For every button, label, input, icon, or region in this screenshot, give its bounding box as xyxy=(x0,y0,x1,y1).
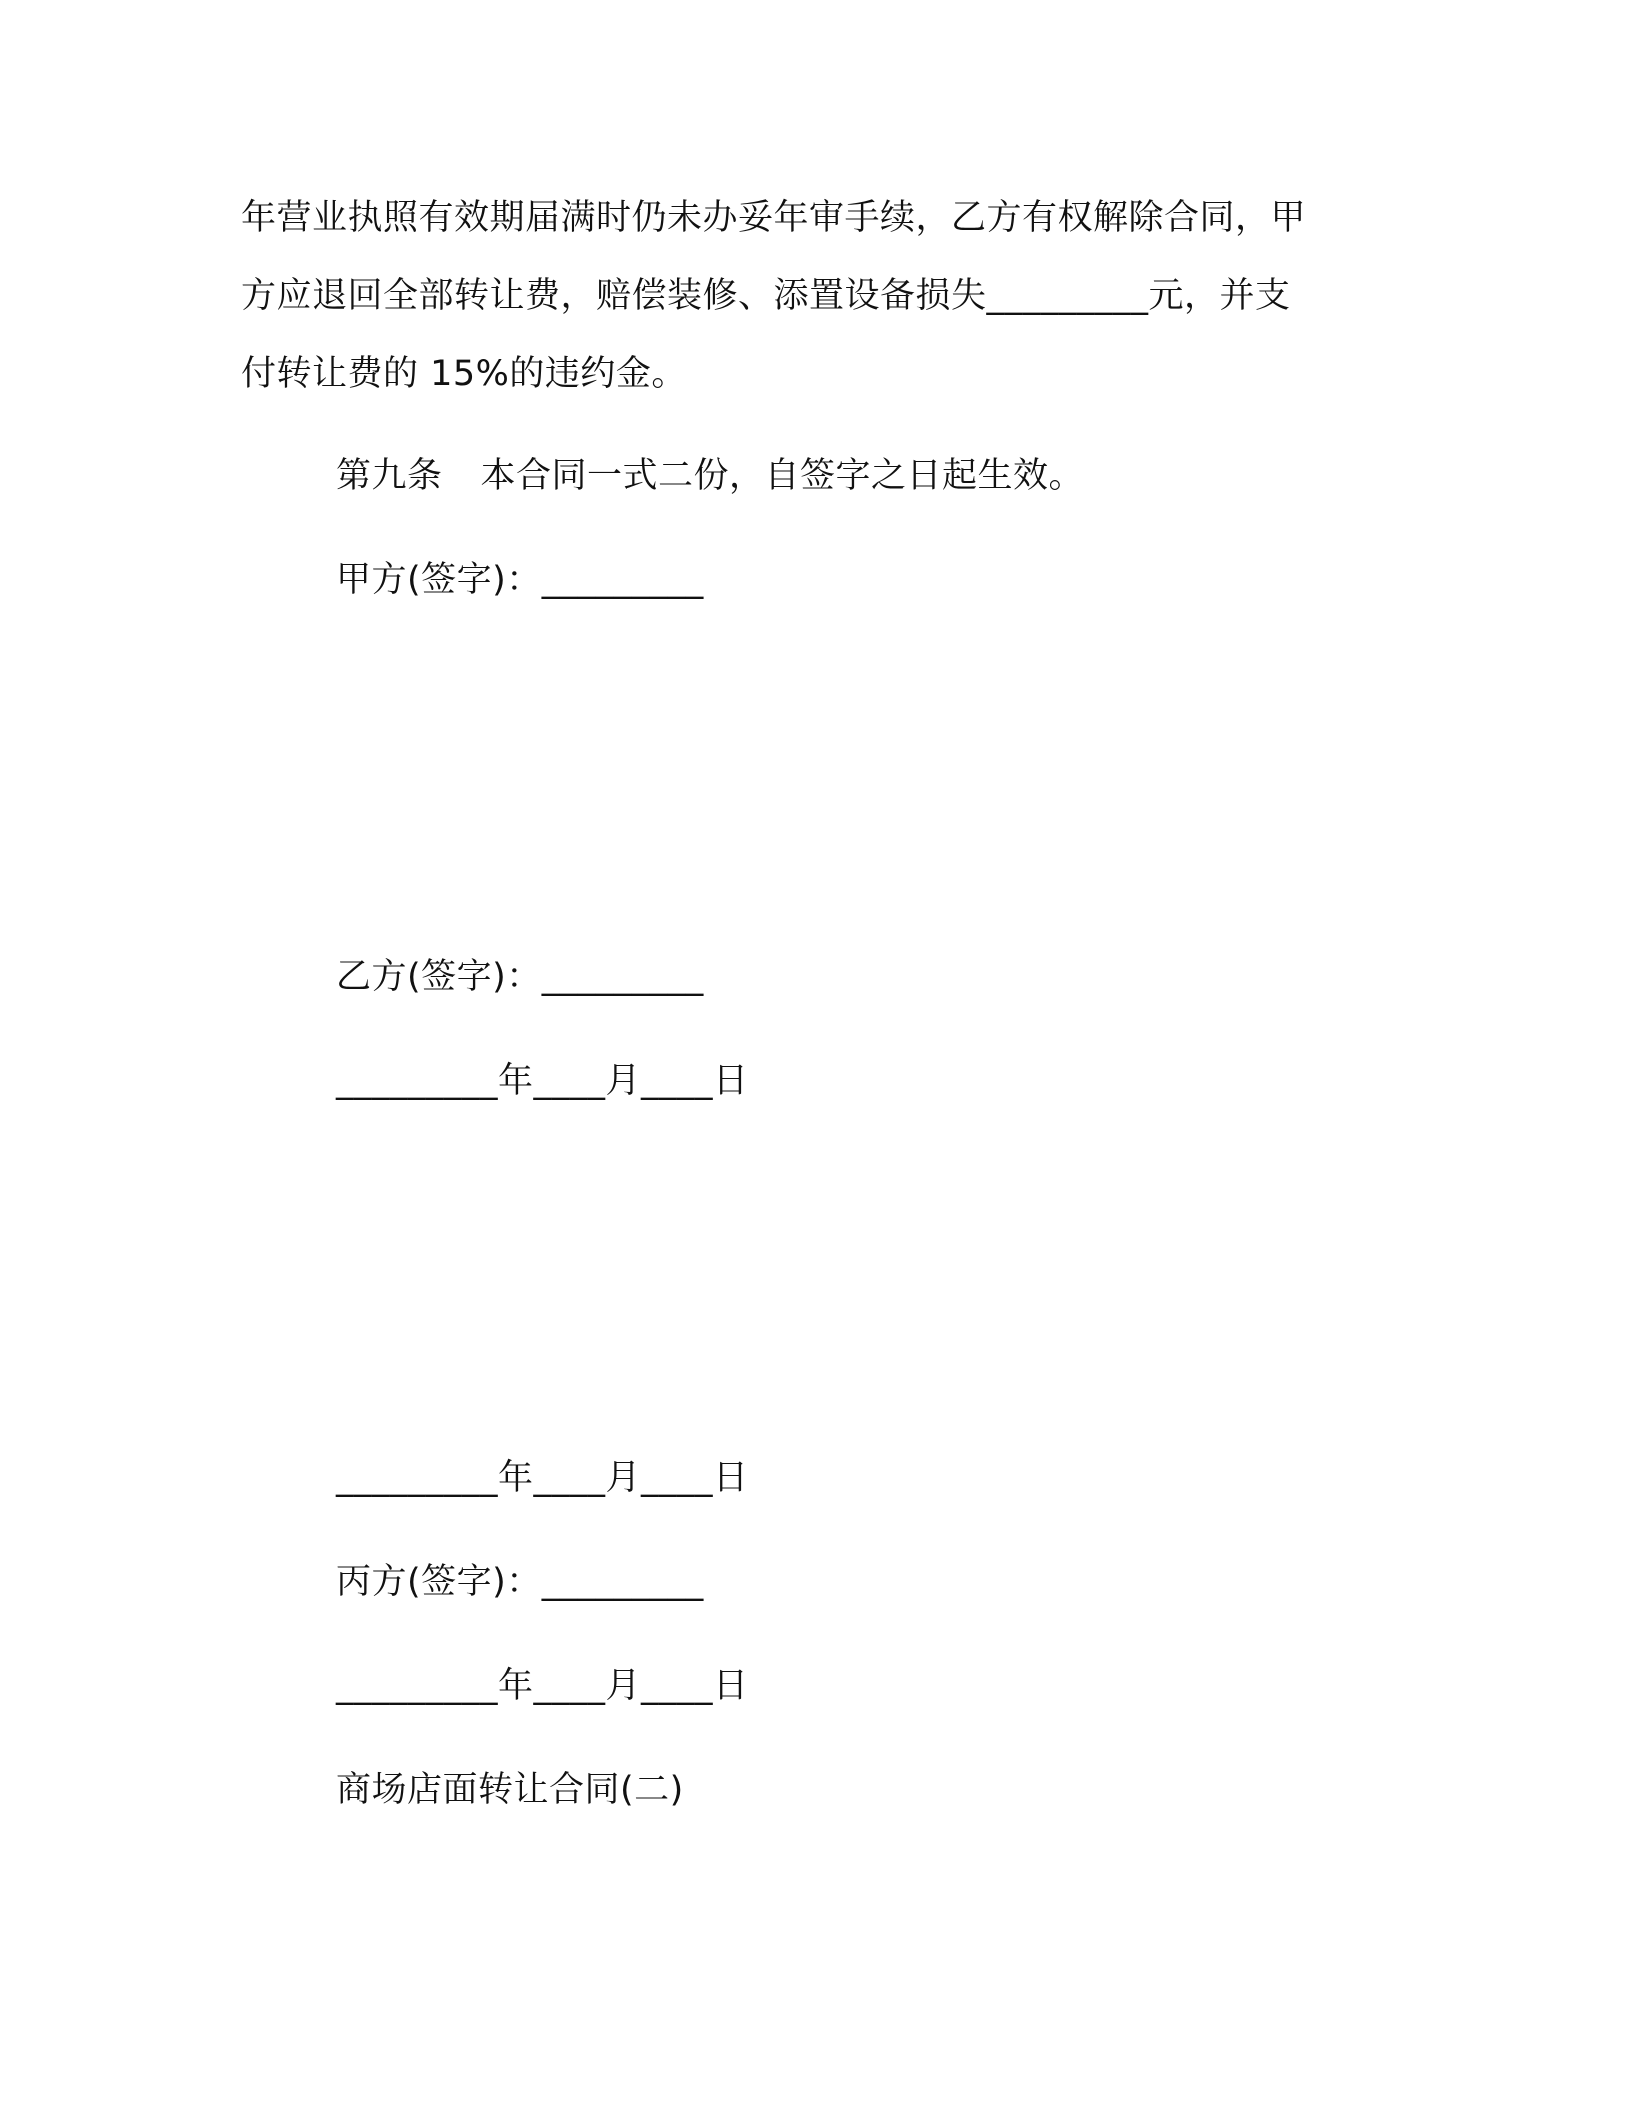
date-line-second: _________年____月____日 xyxy=(336,1458,749,1498)
article-9 xyxy=(336,454,1084,498)
date-line-party-b: _________年____月____日 xyxy=(336,1061,749,1101)
date-line-party-c: _________年____月____日 xyxy=(336,1666,749,1706)
next-section-title: 商场店面转让合同(二) xyxy=(336,1770,684,1810)
article-9-text: 本合同一式二份，自签字之日起生效。 xyxy=(480,456,1085,496)
party-a-signature: 甲方(签字)：_________ xyxy=(336,560,704,600)
paragraph-line-3: 付转让费的 15%的违约金。 xyxy=(241,354,687,394)
party-c-signature: 丙方(签字)：_________ xyxy=(336,1562,704,1602)
paragraph-line-1: 年营业执照有效期届满时仍未办妥年审手续，乙方有权解除合同，甲 xyxy=(241,198,1307,238)
paragraph-line-2: 方应退回全部转让费，赔偿装修、添置设备损失_________元，并支 xyxy=(241,276,1291,316)
party-b-signature: 乙方(签字)：_________ xyxy=(336,957,704,997)
article-9-label: 第九条 xyxy=(336,456,443,496)
